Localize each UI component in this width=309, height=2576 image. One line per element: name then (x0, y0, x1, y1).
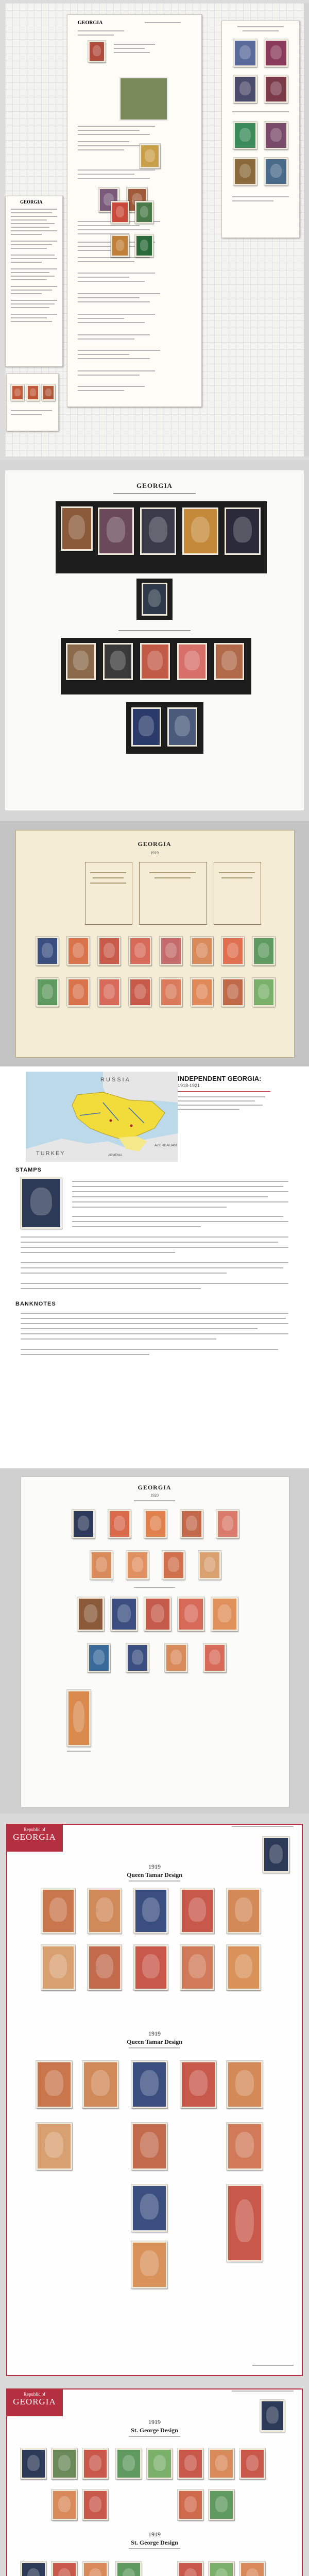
header-line1: Republic of (23, 2392, 46, 2397)
stamp (178, 2448, 203, 2479)
card-stamp (140, 144, 160, 168)
mounted-stamp (111, 234, 129, 257)
album-page-6 (0, 1814, 309, 2381)
overprint-stamp (233, 75, 257, 103)
stamp (211, 1597, 238, 1631)
catalogue-frame (139, 862, 207, 925)
page-year: 1920 (150, 1493, 159, 1498)
header-line2: GEORGIA (13, 1832, 56, 1842)
stamp (209, 2489, 234, 2520)
year-b: 1919 (148, 2030, 161, 2037)
stamp (177, 643, 207, 680)
history-years: 1918-1921 (178, 1083, 200, 1088)
stamp (41, 1888, 75, 1934)
stamp (134, 1888, 168, 1934)
album-page-1 (0, 0, 309, 460)
map-label-azerbaijan: AZERBAIJAN (154, 1144, 177, 1147)
page-year: 1919 (150, 851, 159, 855)
stamp (144, 1510, 167, 1538)
stamp (191, 978, 213, 1007)
stamp (116, 2448, 142, 2479)
stamp (82, 2061, 118, 2108)
mounted-stamp (135, 234, 153, 257)
stamp (52, 2489, 77, 2520)
country-header (6, 2388, 63, 2416)
featured-stamp (21, 1177, 62, 1229)
stamp (88, 1643, 110, 1672)
map-label-armenia: ARMENIA (108, 1154, 123, 1157)
stamp (21, 2562, 46, 2576)
stamp (72, 1510, 95, 1538)
design-a: Queen Tamar Design (127, 1871, 182, 1878)
overprint-stamp (264, 75, 288, 103)
stamp (82, 2448, 108, 2479)
album-page-3 (0, 821, 309, 1066)
stamp (252, 978, 275, 1007)
stamp (66, 643, 96, 680)
stamp (221, 937, 244, 965)
overprint-stamp (233, 39, 257, 67)
stamp (98, 507, 134, 555)
stamp (239, 2448, 265, 2479)
stamp (67, 937, 90, 965)
stamp (116, 2562, 142, 2576)
inventory-card (67, 14, 202, 407)
stamps-label: STAMPS (15, 1167, 42, 1173)
stamp (221, 978, 244, 1007)
stamp (103, 643, 133, 680)
stamp (67, 978, 90, 1007)
page-title: GEORGIA (138, 1484, 171, 1491)
stamp (82, 2562, 108, 2576)
overprint-stamp (264, 122, 288, 149)
album-page-2 (0, 460, 309, 821)
stamp (180, 1888, 214, 1934)
stamp (131, 2061, 167, 2108)
stamp (131, 2184, 167, 2232)
stamp (41, 1945, 75, 1990)
banknotes-label: BANKNOTES (15, 1301, 56, 1307)
stamp (147, 2448, 173, 2479)
stamp (162, 1551, 185, 1580)
stamp (108, 1510, 131, 1538)
overprint-stamp (264, 39, 288, 67)
page-title: GEORGIA (136, 482, 173, 489)
stamp (142, 583, 167, 616)
stamp (160, 978, 182, 1007)
stamp (140, 643, 170, 680)
mounted-stamp (111, 201, 129, 224)
album-page-edge (304, 3, 309, 456)
overprint-stamp (233, 122, 257, 149)
card-stamp-block (119, 77, 168, 121)
stamp (131, 707, 161, 747)
map-label-turkey: TURKEY (36, 1150, 65, 1157)
stamp-pair (227, 2184, 263, 2262)
city-marker (110, 1120, 112, 1122)
stamp (131, 2241, 167, 2289)
stamp (36, 937, 59, 965)
stamp (160, 937, 182, 965)
card-stamp (88, 41, 106, 62)
country-header (6, 1824, 63, 1852)
stamp (36, 978, 59, 1007)
mounted-stamp (11, 384, 24, 401)
design-a: St. George Design (131, 2427, 178, 2434)
mounted-stamp (42, 384, 55, 401)
stamp (178, 2562, 203, 2576)
stamp (21, 2448, 46, 2479)
stamp (180, 1945, 214, 1990)
stamp (90, 1551, 113, 1580)
stamp (52, 2448, 77, 2479)
stamp (180, 1510, 203, 1538)
bottom-left-card (6, 374, 59, 431)
history-page (0, 1066, 309, 1468)
left-info-panel (5, 196, 63, 367)
stamp (178, 2489, 203, 2520)
stamp (129, 978, 151, 1007)
design-b: St. George Design (131, 2539, 178, 2546)
header-line1: Republic of (23, 1827, 46, 1832)
mounted-stamp (135, 201, 153, 224)
stamp (167, 707, 197, 747)
stamp (214, 643, 244, 680)
left-heading: GEORGIA (20, 199, 43, 205)
stamp (140, 507, 176, 555)
album-page-7 (0, 2381, 309, 2576)
stamp (165, 1643, 187, 1672)
stamp (111, 1597, 138, 1631)
album-page-5 (0, 1468, 309, 1814)
overprint-stamp (233, 158, 257, 185)
stamp (227, 1945, 261, 1990)
stamp (239, 2562, 265, 2576)
stamp (180, 2061, 216, 2108)
stamp (227, 2123, 263, 2170)
stamp (131, 2123, 167, 2170)
map-of-georgia (26, 1072, 178, 1162)
card-heading: GEORGIA (78, 20, 103, 26)
stamp (209, 2562, 234, 2576)
overprint-panel (221, 21, 300, 238)
stamp (191, 937, 213, 965)
stamp (144, 1597, 171, 1631)
map-label-russia: RUSSIA (100, 1077, 131, 1083)
stamp (98, 978, 121, 1007)
stamp (198, 1551, 221, 1580)
stamp (178, 1597, 204, 1631)
header-line2: GEORGIA (13, 2397, 56, 2406)
stamp (182, 507, 218, 555)
stamp (88, 1888, 122, 1934)
stamp (209, 2448, 234, 2479)
stamp (134, 1945, 168, 1990)
history-heading: INDEPENDENT GEORGIA: (178, 1075, 262, 1082)
city-marker (130, 1125, 133, 1127)
stamp (252, 937, 275, 965)
stamp (126, 1643, 149, 1672)
year-a: 1919 (148, 1863, 161, 1870)
catalogue-frame (214, 862, 261, 925)
stamp (36, 2123, 72, 2170)
stamp-strip (67, 1690, 91, 1747)
stamp (98, 937, 121, 965)
stamp (61, 506, 93, 551)
stamp (227, 2061, 263, 2108)
stamp (88, 1945, 122, 1990)
year-a: 1919 (148, 2418, 161, 2426)
stamp (82, 2489, 108, 2520)
overprint-stamp (264, 158, 288, 185)
stamp (203, 1643, 226, 1672)
year-b: 1919 (148, 2531, 161, 2538)
mounted-stamp (26, 384, 40, 401)
design-b: Queen Tamar Design (127, 2038, 182, 2045)
stamp (52, 2562, 77, 2576)
stamp (225, 507, 261, 555)
stamp (126, 1551, 149, 1580)
stamp (77, 1597, 104, 1631)
stamp (216, 1510, 239, 1538)
stamp (227, 1888, 261, 1934)
catalogue-frame (85, 862, 132, 925)
stamp (129, 937, 151, 965)
stamp (36, 2061, 72, 2108)
page-title: GEORGIA (138, 840, 171, 848)
